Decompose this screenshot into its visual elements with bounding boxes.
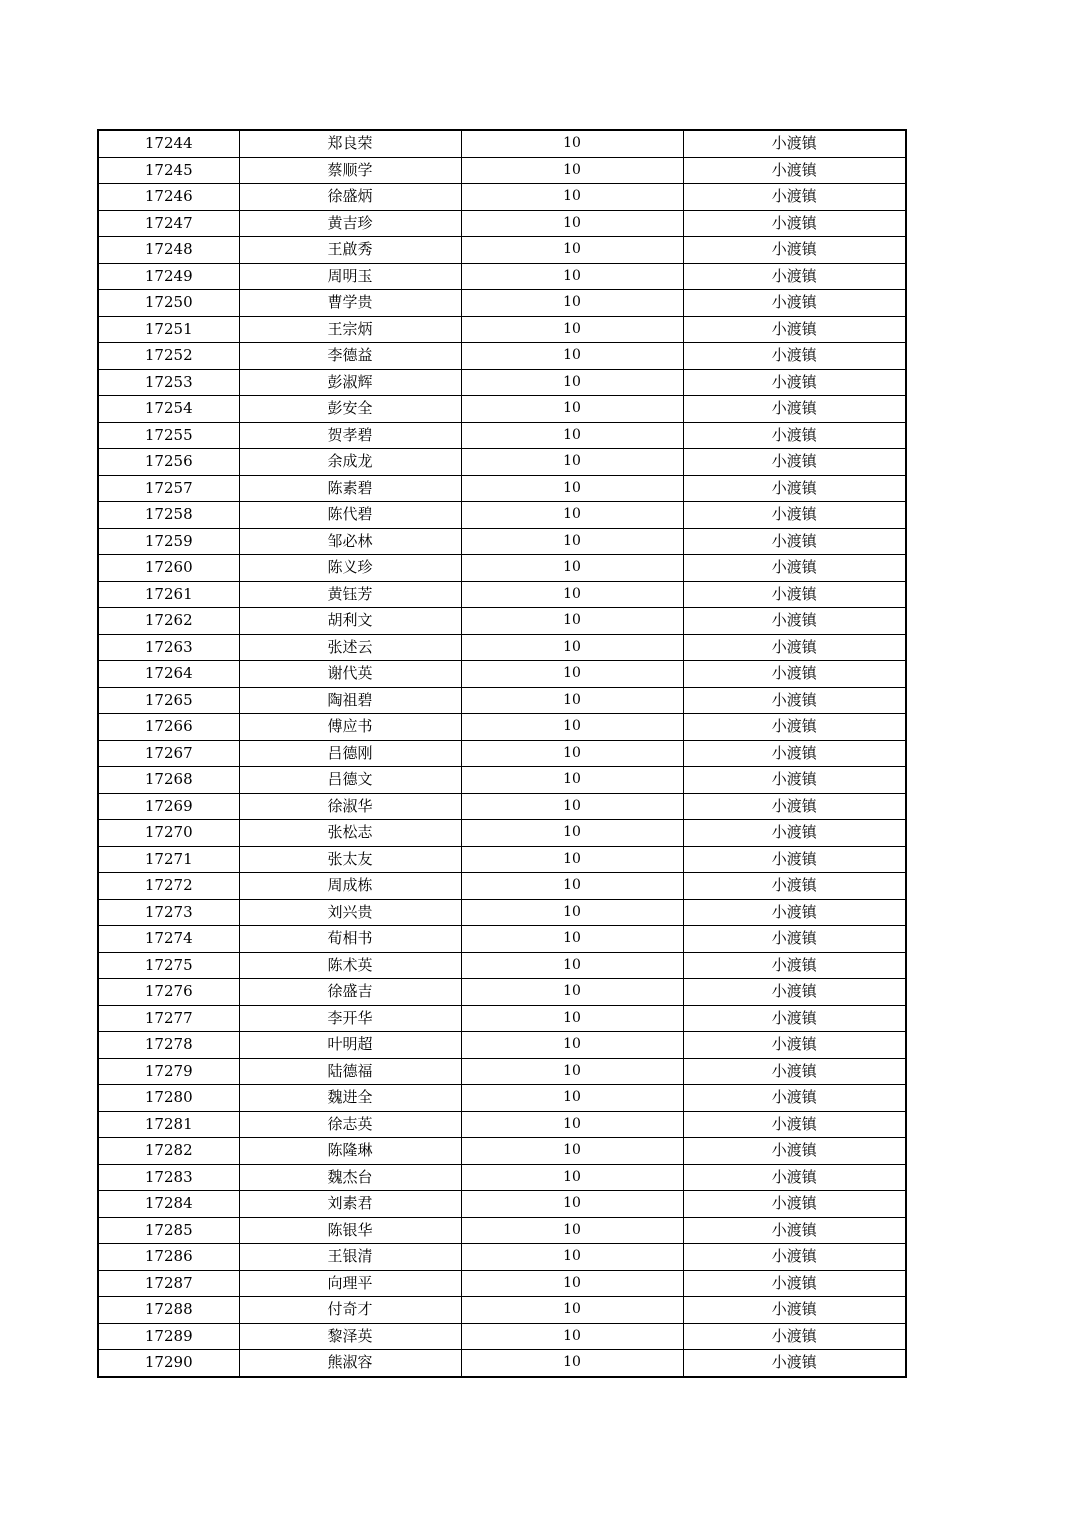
row-town-cell: 小渡镇 <box>683 793 906 820</box>
row-amount-cell: 10 <box>461 661 683 688</box>
row-town-cell: 小渡镇 <box>683 1297 906 1324</box>
row-amount-cell: 10 <box>461 157 683 184</box>
row-name-cell: 徐志英 <box>239 1111 461 1138</box>
row-id-cell: 17266 <box>98 714 239 741</box>
row-id-cell: 17271 <box>98 846 239 873</box>
row-name-cell: 徐淑华 <box>239 793 461 820</box>
row-town-cell: 小渡镇 <box>683 1323 906 1350</box>
row-town-cell: 小渡镇 <box>683 528 906 555</box>
row-name-cell: 余成龙 <box>239 449 461 476</box>
row-id-cell: 17245 <box>98 157 239 184</box>
row-name-cell: 邹必林 <box>239 528 461 555</box>
row-amount-cell: 10 <box>461 263 683 290</box>
table-row <box>98 608 906 635</box>
row-id-cell: 17258 <box>98 502 239 529</box>
row-id-cell: 17283 <box>98 1164 239 1191</box>
table-row <box>98 130 906 157</box>
row-id-cell: 17254 <box>98 396 239 423</box>
row-amount-cell: 10 <box>461 820 683 847</box>
table-row <box>98 820 906 847</box>
row-id-cell: 17272 <box>98 873 239 900</box>
row-name-cell: 陈素碧 <box>239 475 461 502</box>
row-amount-cell: 10 <box>461 396 683 423</box>
row-town-cell: 小渡镇 <box>683 316 906 343</box>
row-amount-cell: 10 <box>461 502 683 529</box>
row-id-cell: 17275 <box>98 952 239 979</box>
row-name-cell: 陈义珍 <box>239 555 461 582</box>
row-town-cell: 小渡镇 <box>683 422 906 449</box>
row-town-cell: 小渡镇 <box>683 1005 906 1032</box>
row-town-cell: 小渡镇 <box>683 873 906 900</box>
row-town-cell: 小渡镇 <box>683 661 906 688</box>
table-row <box>98 1217 906 1244</box>
row-name-cell: 陈银华 <box>239 1217 461 1244</box>
row-amount-cell: 10 <box>461 608 683 635</box>
row-name-cell: 郑良荣 <box>239 130 461 157</box>
table-row <box>98 899 906 926</box>
row-id-cell: 17278 <box>98 1032 239 1059</box>
row-amount-cell: 10 <box>461 740 683 767</box>
row-id-cell: 17285 <box>98 1217 239 1244</box>
row-amount-cell: 10 <box>461 846 683 873</box>
table-row <box>98 846 906 873</box>
row-name-cell: 吕德文 <box>239 767 461 794</box>
row-town-cell: 小渡镇 <box>683 1058 906 1085</box>
row-town-cell: 小渡镇 <box>683 926 906 953</box>
row-id-cell: 17257 <box>98 475 239 502</box>
row-id-cell: 17288 <box>98 1297 239 1324</box>
table-row <box>98 396 906 423</box>
row-amount-cell: 10 <box>461 1191 683 1218</box>
table-row <box>98 767 906 794</box>
row-name-cell: 荀相书 <box>239 926 461 953</box>
row-town-cell: 小渡镇 <box>683 475 906 502</box>
table-row <box>98 1270 906 1297</box>
row-amount-cell: 10 <box>461 1297 683 1324</box>
row-name-cell: 刘素君 <box>239 1191 461 1218</box>
row-amount-cell: 10 <box>461 237 683 264</box>
row-amount-cell: 10 <box>461 926 683 953</box>
table-row <box>98 343 906 370</box>
row-id-cell: 17274 <box>98 926 239 953</box>
row-name-cell: 彭淑辉 <box>239 369 461 396</box>
row-name-cell: 叶明超 <box>239 1032 461 1059</box>
row-amount-cell: 10 <box>461 184 683 211</box>
row-id-cell: 17287 <box>98 1270 239 1297</box>
table-row <box>98 184 906 211</box>
row-amount-cell: 10 <box>461 873 683 900</box>
row-name-cell: 吕德刚 <box>239 740 461 767</box>
row-name-cell: 张松志 <box>239 820 461 847</box>
row-town-cell: 小渡镇 <box>683 130 906 157</box>
row-id-cell: 17284 <box>98 1191 239 1218</box>
row-amount-cell: 10 <box>461 1138 683 1165</box>
row-id-cell: 17277 <box>98 1005 239 1032</box>
row-town-cell: 小渡镇 <box>683 210 906 237</box>
row-name-cell: 魏杰台 <box>239 1164 461 1191</box>
row-town-cell: 小渡镇 <box>683 1217 906 1244</box>
row-town-cell: 小渡镇 <box>683 396 906 423</box>
row-amount-cell: 10 <box>461 1032 683 1059</box>
row-amount-cell: 10 <box>461 130 683 157</box>
row-town-cell: 小渡镇 <box>683 502 906 529</box>
table-row <box>98 369 906 396</box>
row-town-cell: 小渡镇 <box>683 899 906 926</box>
row-id-cell: 17273 <box>98 899 239 926</box>
row-amount-cell: 10 <box>461 528 683 555</box>
table-row <box>98 687 906 714</box>
row-amount-cell: 10 <box>461 210 683 237</box>
row-name-cell: 黄吉珍 <box>239 210 461 237</box>
row-id-cell: 17249 <box>98 263 239 290</box>
table-row <box>98 873 906 900</box>
row-amount-cell: 10 <box>461 687 683 714</box>
table-row <box>98 1350 906 1377</box>
row-amount-cell: 10 <box>461 1111 683 1138</box>
roster-table <box>97 129 907 1378</box>
row-id-cell: 17289 <box>98 1323 239 1350</box>
table-row <box>98 634 906 661</box>
row-name-cell: 蔡顺学 <box>239 157 461 184</box>
table-row <box>98 475 906 502</box>
row-id-cell: 17286 <box>98 1244 239 1271</box>
table-row <box>98 793 906 820</box>
row-id-cell: 17263 <box>98 634 239 661</box>
table-row <box>98 210 906 237</box>
row-id-cell: 17290 <box>98 1350 239 1377</box>
row-name-cell: 陈代碧 <box>239 502 461 529</box>
row-town-cell: 小渡镇 <box>683 634 906 661</box>
table-row <box>98 979 906 1006</box>
row-name-cell: 胡利文 <box>239 608 461 635</box>
row-id-cell: 17280 <box>98 1085 239 1112</box>
table-row <box>98 1244 906 1271</box>
row-id-cell: 17265 <box>98 687 239 714</box>
row-town-cell: 小渡镇 <box>683 1164 906 1191</box>
table-row <box>98 661 906 688</box>
row-name-cell: 谢代英 <box>239 661 461 688</box>
row-amount-cell: 10 <box>461 1244 683 1271</box>
table-row <box>98 1032 906 1059</box>
row-town-cell: 小渡镇 <box>683 820 906 847</box>
row-amount-cell: 10 <box>461 369 683 396</box>
row-id-cell: 17262 <box>98 608 239 635</box>
row-name-cell: 陈术英 <box>239 952 461 979</box>
row-name-cell: 魏进全 <box>239 1085 461 1112</box>
table-row <box>98 581 906 608</box>
row-amount-cell: 10 <box>461 714 683 741</box>
row-name-cell: 王银清 <box>239 1244 461 1271</box>
row-amount-cell: 10 <box>461 1085 683 1112</box>
row-name-cell: 陶祖碧 <box>239 687 461 714</box>
row-amount-cell: 10 <box>461 1350 683 1377</box>
row-id-cell: 17252 <box>98 343 239 370</box>
row-town-cell: 小渡镇 <box>683 1111 906 1138</box>
row-amount-cell: 10 <box>461 979 683 1006</box>
row-id-cell: 17251 <box>98 316 239 343</box>
row-name-cell: 周成栋 <box>239 873 461 900</box>
row-town-cell: 小渡镇 <box>683 1350 906 1377</box>
row-id-cell: 17270 <box>98 820 239 847</box>
row-town-cell: 小渡镇 <box>683 157 906 184</box>
row-id-cell: 17264 <box>98 661 239 688</box>
table-row <box>98 1005 906 1032</box>
row-town-cell: 小渡镇 <box>683 1244 906 1271</box>
row-town-cell: 小渡镇 <box>683 1270 906 1297</box>
row-id-cell: 17247 <box>98 210 239 237</box>
table-row <box>98 952 906 979</box>
row-name-cell: 王宗炳 <box>239 316 461 343</box>
row-amount-cell: 10 <box>461 316 683 343</box>
row-name-cell: 徐盛炳 <box>239 184 461 211</box>
row-name-cell: 陆德福 <box>239 1058 461 1085</box>
row-name-cell: 贺孝碧 <box>239 422 461 449</box>
row-town-cell: 小渡镇 <box>683 184 906 211</box>
table-row <box>98 502 906 529</box>
row-town-cell: 小渡镇 <box>683 555 906 582</box>
row-amount-cell: 10 <box>461 793 683 820</box>
row-town-cell: 小渡镇 <box>683 1191 906 1218</box>
row-id-cell: 17250 <box>98 290 239 317</box>
table-row <box>98 422 906 449</box>
row-id-cell: 17261 <box>98 581 239 608</box>
row-town-cell: 小渡镇 <box>683 846 906 873</box>
row-town-cell: 小渡镇 <box>683 740 906 767</box>
table-row <box>98 290 906 317</box>
table-row <box>98 740 906 767</box>
row-amount-cell: 10 <box>461 343 683 370</box>
table-row <box>98 926 906 953</box>
row-amount-cell: 10 <box>461 899 683 926</box>
row-id-cell: 17267 <box>98 740 239 767</box>
row-name-cell: 熊淑容 <box>239 1350 461 1377</box>
table-row <box>98 1164 906 1191</box>
row-id-cell: 17253 <box>98 369 239 396</box>
row-town-cell: 小渡镇 <box>683 608 906 635</box>
row-amount-cell: 10 <box>461 581 683 608</box>
roster-table-body <box>98 130 906 1377</box>
row-id-cell: 17279 <box>98 1058 239 1085</box>
row-id-cell: 17282 <box>98 1138 239 1165</box>
row-town-cell: 小渡镇 <box>683 369 906 396</box>
row-name-cell: 曹学贵 <box>239 290 461 317</box>
table-row <box>98 555 906 582</box>
row-town-cell: 小渡镇 <box>683 581 906 608</box>
table-row <box>98 714 906 741</box>
row-id-cell: 17255 <box>98 422 239 449</box>
row-amount-cell: 10 <box>461 1270 683 1297</box>
row-id-cell: 17248 <box>98 237 239 264</box>
row-name-cell: 付奇才 <box>239 1297 461 1324</box>
row-name-cell: 彭安全 <box>239 396 461 423</box>
table-row <box>98 1191 906 1218</box>
row-town-cell: 小渡镇 <box>683 952 906 979</box>
row-amount-cell: 10 <box>461 1323 683 1350</box>
row-name-cell: 向理平 <box>239 1270 461 1297</box>
table-row <box>98 1323 906 1350</box>
table-row <box>98 449 906 476</box>
row-town-cell: 小渡镇 <box>683 1085 906 1112</box>
row-amount-cell: 10 <box>461 475 683 502</box>
row-amount-cell: 10 <box>461 952 683 979</box>
row-town-cell: 小渡镇 <box>683 1138 906 1165</box>
row-name-cell: 黄钰芳 <box>239 581 461 608</box>
table-row <box>98 1297 906 1324</box>
row-town-cell: 小渡镇 <box>683 263 906 290</box>
row-town-cell: 小渡镇 <box>683 343 906 370</box>
table-row <box>98 1111 906 1138</box>
row-name-cell: 黎泽英 <box>239 1323 461 1350</box>
table-row <box>98 157 906 184</box>
table-row <box>98 237 906 264</box>
row-name-cell: 周明玉 <box>239 263 461 290</box>
row-id-cell: 17281 <box>98 1111 239 1138</box>
row-id-cell: 17259 <box>98 528 239 555</box>
row-id-cell: 17244 <box>98 130 239 157</box>
row-amount-cell: 10 <box>461 290 683 317</box>
row-town-cell: 小渡镇 <box>683 449 906 476</box>
table-row <box>98 1138 906 1165</box>
row-amount-cell: 10 <box>461 1005 683 1032</box>
row-name-cell: 傅应书 <box>239 714 461 741</box>
row-town-cell: 小渡镇 <box>683 290 906 317</box>
table-row <box>98 528 906 555</box>
row-name-cell: 李德益 <box>239 343 461 370</box>
row-town-cell: 小渡镇 <box>683 767 906 794</box>
row-town-cell: 小渡镇 <box>683 979 906 1006</box>
row-id-cell: 17260 <box>98 555 239 582</box>
row-name-cell: 张太友 <box>239 846 461 873</box>
row-amount-cell: 10 <box>461 1058 683 1085</box>
row-name-cell: 徐盛吉 <box>239 979 461 1006</box>
table-row <box>98 1058 906 1085</box>
row-amount-cell: 10 <box>461 422 683 449</box>
row-id-cell: 17256 <box>98 449 239 476</box>
row-name-cell: 张述云 <box>239 634 461 661</box>
row-amount-cell: 10 <box>461 767 683 794</box>
row-town-cell: 小渡镇 <box>683 1032 906 1059</box>
row-id-cell: 17269 <box>98 793 239 820</box>
row-amount-cell: 10 <box>461 449 683 476</box>
row-name-cell: 李开华 <box>239 1005 461 1032</box>
row-amount-cell: 10 <box>461 634 683 661</box>
row-name-cell: 王啟秀 <box>239 237 461 264</box>
row-town-cell: 小渡镇 <box>683 237 906 264</box>
row-id-cell: 17268 <box>98 767 239 794</box>
row-id-cell: 17246 <box>98 184 239 211</box>
table-row <box>98 1085 906 1112</box>
row-amount-cell: 10 <box>461 1217 683 1244</box>
row-name-cell: 陈隆琳 <box>239 1138 461 1165</box>
row-id-cell: 17276 <box>98 979 239 1006</box>
table-row <box>98 263 906 290</box>
row-amount-cell: 10 <box>461 1164 683 1191</box>
row-town-cell: 小渡镇 <box>683 714 906 741</box>
row-name-cell: 刘兴贵 <box>239 899 461 926</box>
row-town-cell: 小渡镇 <box>683 687 906 714</box>
row-amount-cell: 10 <box>461 555 683 582</box>
table-row <box>98 316 906 343</box>
